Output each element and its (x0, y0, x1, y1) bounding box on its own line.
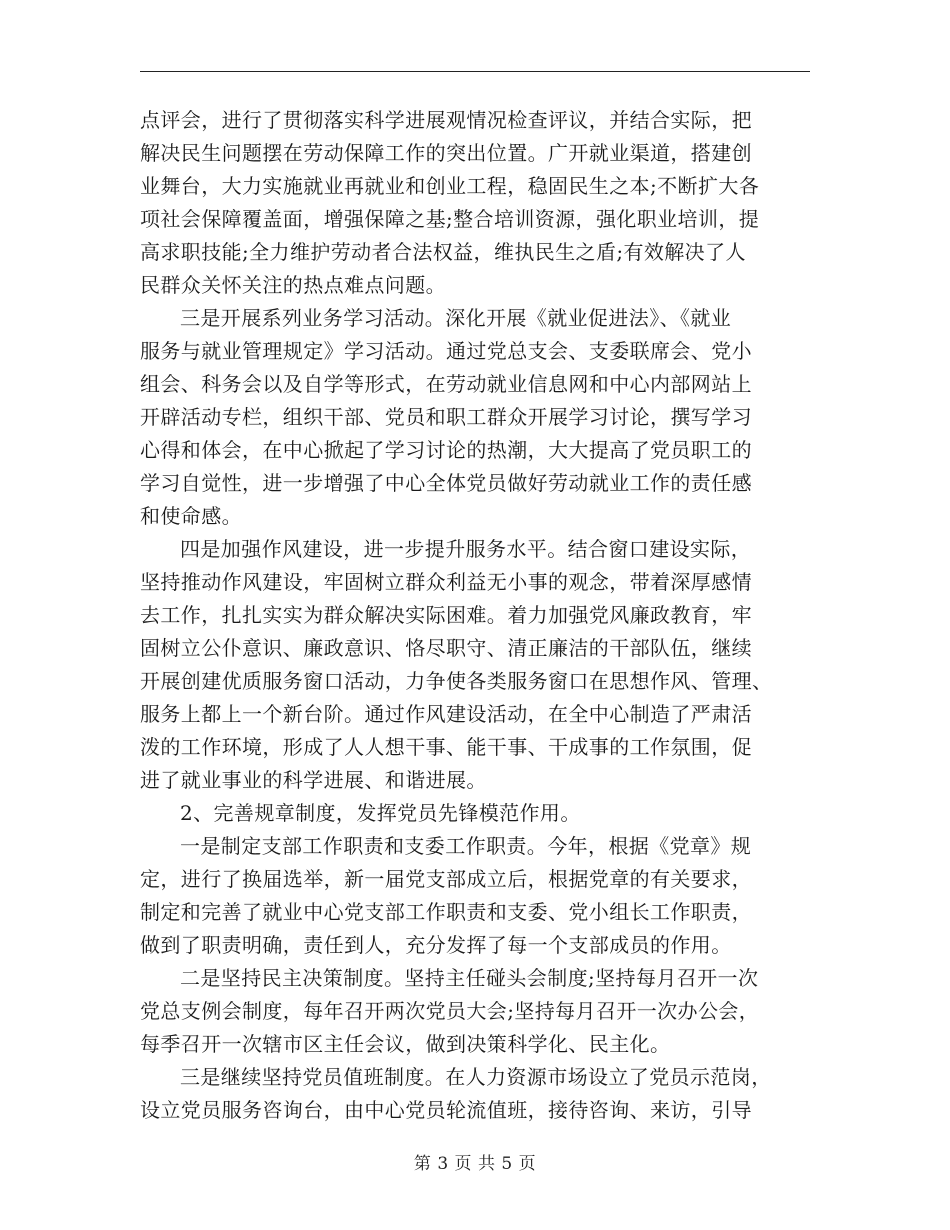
text-line: 服务与就业管理规定》学习活动。通过党总支会、支委联席会、党小 (140, 339, 752, 363)
text-line: 开展创建优质服务窗口活动，力争使各类服务窗口在思想作风、管理、 (140, 669, 773, 693)
text-line: 定，进行了换届选举，新一届党支部成立后，根据党章的有关要求， (140, 867, 752, 891)
text-line: 制定和完善了就业中心党支部工作职责和支委、党小组长工作职责， (140, 900, 752, 924)
header-rule (140, 71, 810, 72)
text-line: 组会、科务会以及自学等形式，在劳动就业信息网和中心内部网站上 (140, 372, 752, 396)
text-line: 2、完善规章制度，发挥党员先锋模范作用。 (180, 801, 581, 825)
text-line: 高求职技能;全力维护劳动者合法权益，维执民生之盾;有效解决了人 (140, 240, 746, 264)
text-line: 做到了职责明确，责任到人，充分发挥了每一个支部成员的作用。 (140, 933, 732, 957)
text-line: 和使命感。 (140, 504, 242, 528)
text-line: 进了就业事业的科学进展、和谐进展。 (140, 768, 487, 792)
text-line: 去工作，扎扎实实为群众解决实际困难。着力加强党风廉政教育，牢 (140, 603, 752, 627)
text-line: 三是继续坚持党员值班制度。在人力资源市场设立了党员示范岗， (180, 1065, 772, 1089)
text-line: 三是开展系列业务学习活动。深化开展《就业促进法》、《就业 (180, 306, 732, 330)
text-line: 坚持推动作风建设，牢固树立群众利益无小事的观念，带着深厚感情 (140, 570, 752, 594)
text-line: 开辟活动专栏，组织干部、党员和职工群众开展学习讨论，撰写学习 (140, 405, 752, 429)
page-number: 第 3 页 共 5 页 (413, 1154, 537, 1174)
text-line: 二是坚持民主决策制度。坚持主任碰头会制度;坚持每月召开一次 (180, 966, 759, 990)
text-line: 每季召开一次辖市区主任会议，做到决策科学化、民主化。 (140, 1032, 671, 1056)
text-line: 一是制定支部工作职责和支委工作职责。今年，根据《党章》规 (180, 834, 752, 858)
text-line: 项社会保障覆盖面，增强保障之基;整合培训资源，强化职业培训，提 (140, 207, 760, 231)
text-line: 心得和体会，在中心掀起了学习讨论的热潮，大大提高了党员职工的 (140, 438, 752, 462)
text-line: 固树立公仆意识、廉政意识、恪尽职守、清正廉洁的干部队伍，继续 (140, 636, 752, 660)
text-line: 设立党员服务咨询台，由中心党员轮流值班，接待咨询、来访，引导 (140, 1098, 752, 1122)
text-line: 业舞台，大力实施就业再就业和创业工程，稳固民生之本;不断扩大各 (140, 174, 760, 198)
text-line: 学习自觉性，进一步增强了中心全体党员做好劳动就业工作的责任感 (140, 471, 752, 495)
text-line: 点评会，进行了贯彻落实科学进展观情况检查评议，并结合实际，把 (140, 108, 752, 132)
text-line: 四是加强作风建设，进一步提升服务水平。结合窗口建设实际， (180, 537, 752, 561)
text-line: 解决民生问题摆在劳动保障工作的突出位置。广开就业渠道，搭建创 (140, 141, 752, 165)
text-line: 泼的工作环境，形成了人人想干事、能干事、干成事的工作氛围，促 (140, 735, 752, 759)
text-line: 民群众关怀关注的热点难点问题。 (140, 273, 446, 297)
text-line: 党总支例会制度，每年召开两次党员大会;坚持每月召开一次办公会， (140, 999, 760, 1023)
document-body (140, 104, 810, 1127)
text-line: 服务上都上一个新台阶。通过作风建设活动，在全中心制造了严肃活 (140, 702, 752, 726)
